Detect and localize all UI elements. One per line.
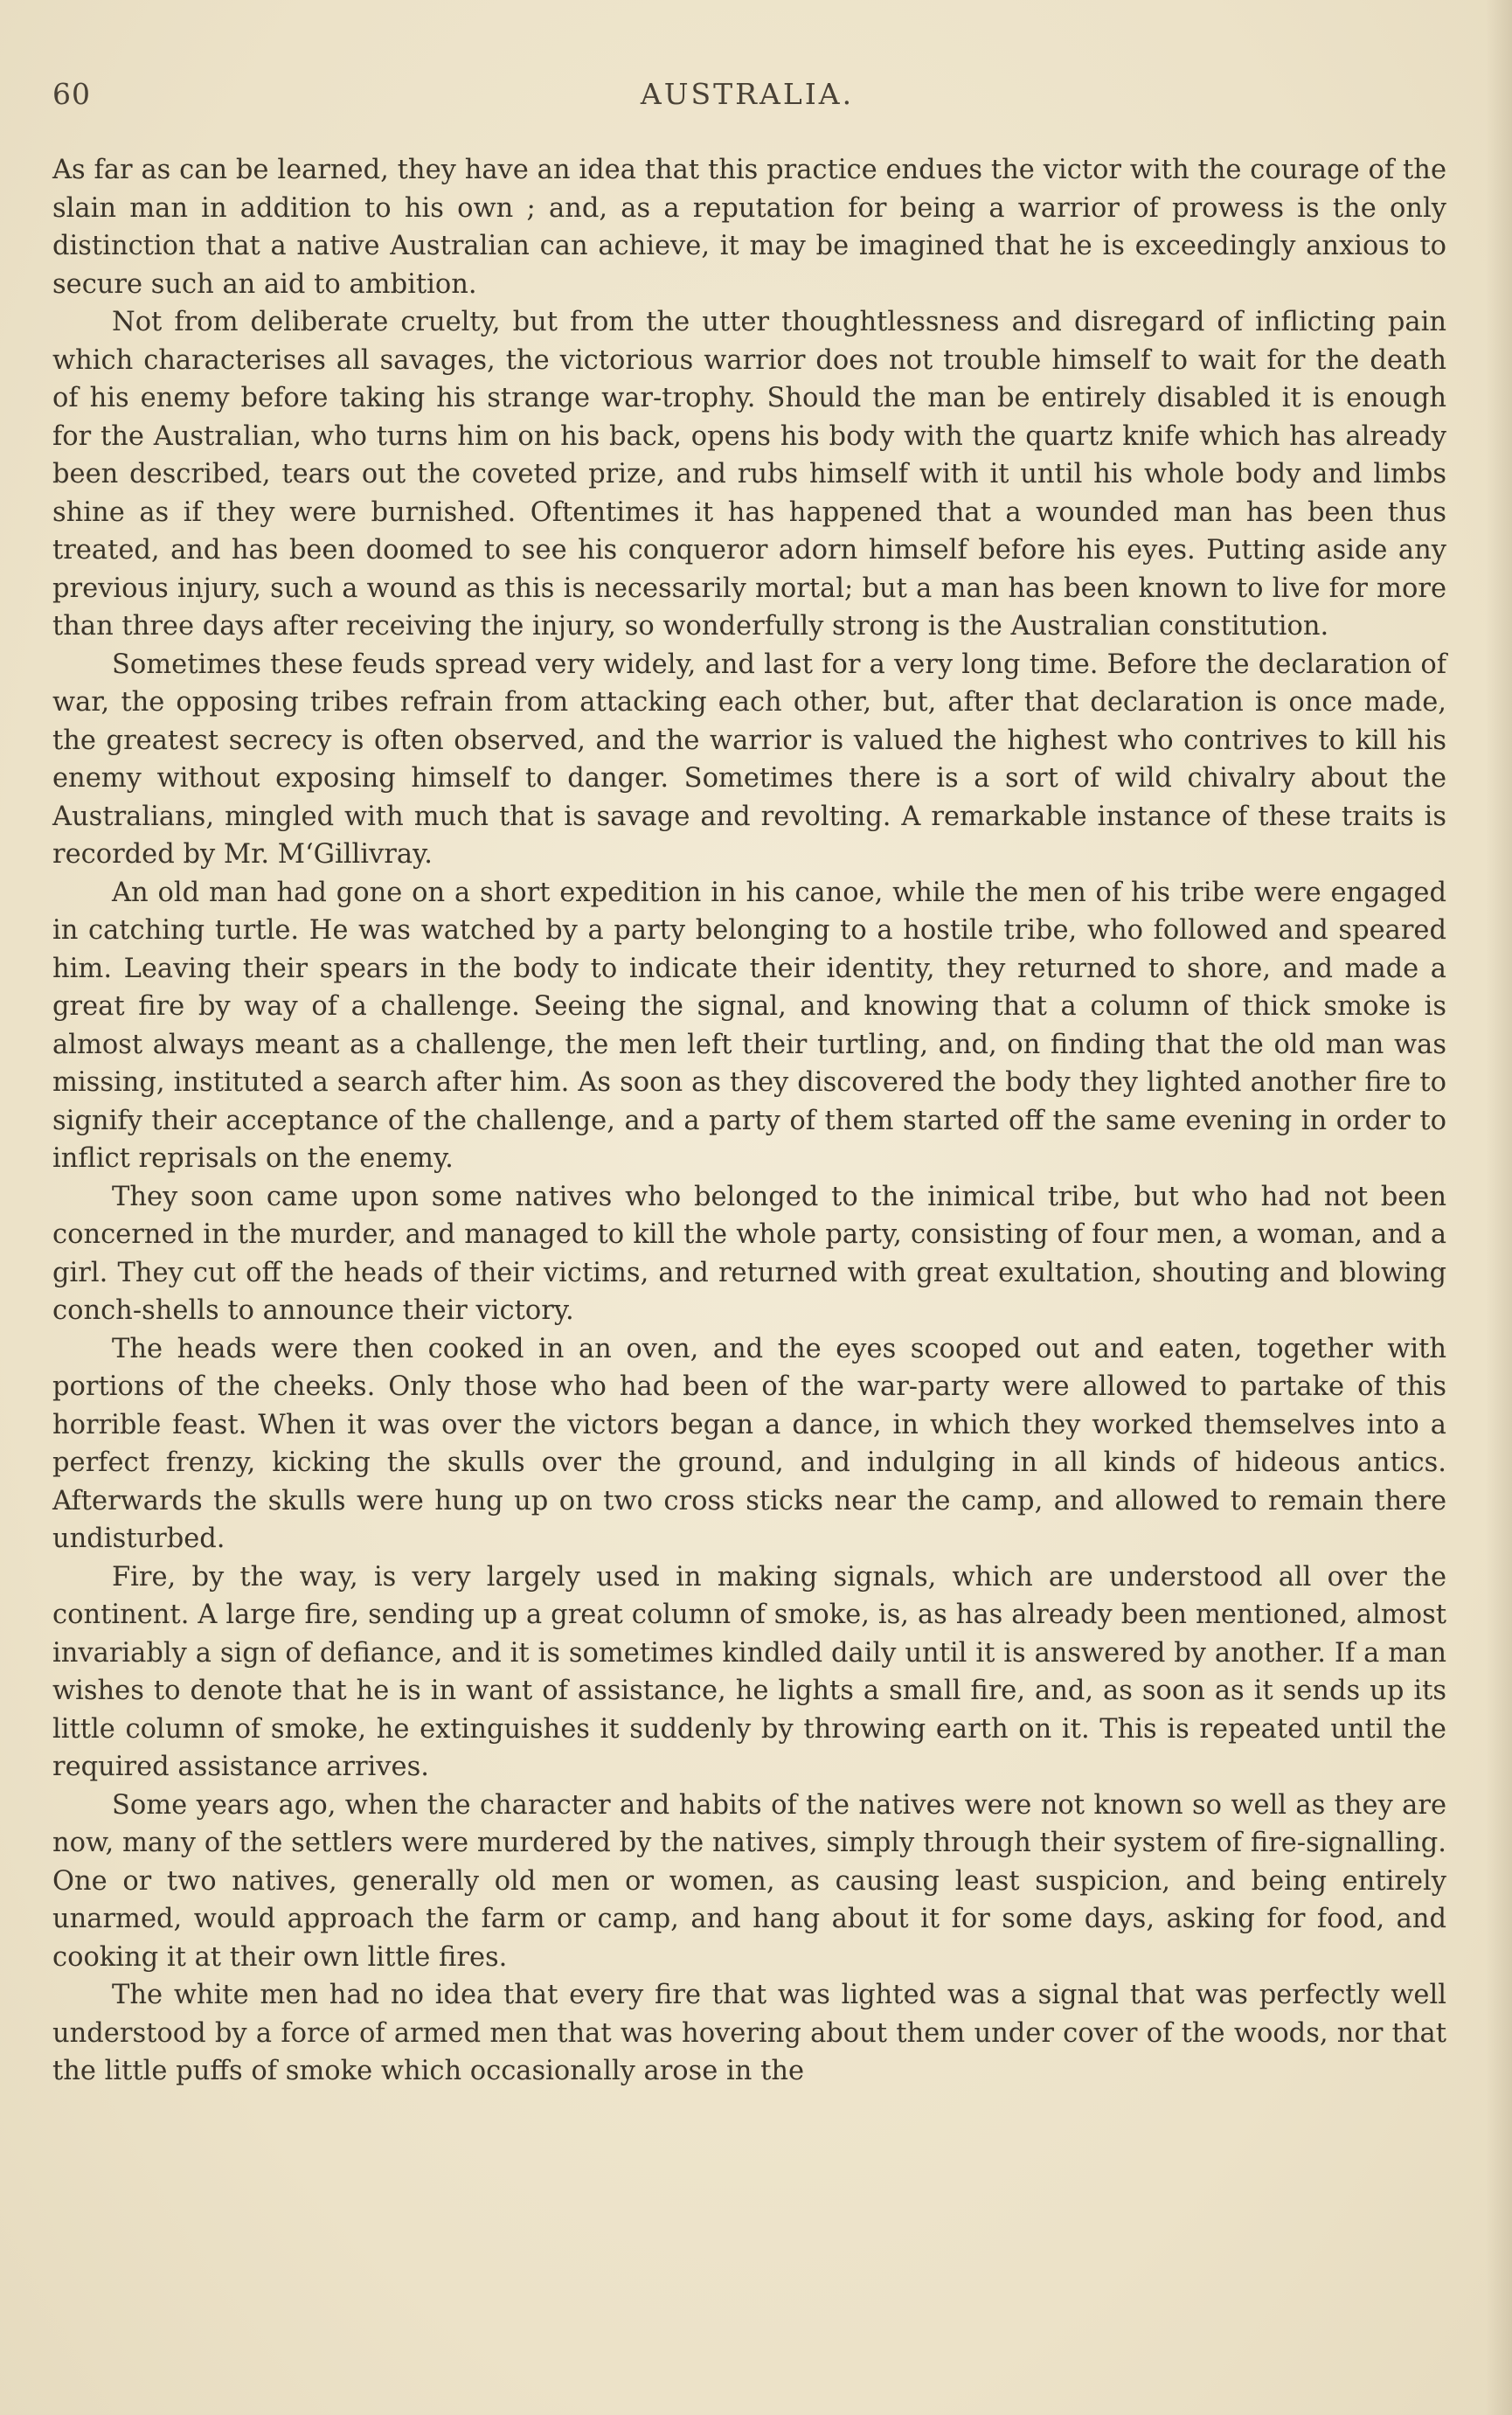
running-head: [52, 77, 1442, 121]
paragraph-7: Fire, by the way, is very largely used in making signals, which are understood all over the continent. A large fire, sending up a great column of smoke, is, as has already been mentioned, almost invariably a sign of defiance, and it is sometimes kindled daily until it is answered by another. If a man wishes to denote that he is in want of assistance, he lights a small fire, and, as soon as it sends up its little column of smoke, he extinguishes it suddenly by throwing earth on it. This is repeated until the required assistance arrives.: [52, 1561, 1446, 1782]
paragraph-6: The heads were then cooked in an oven, and the eyes scooped out and eaten, together with portions of the cheeks. Only those who had been of the war-party were allowed to partake of this horrible feast. When it was over the victors began a dance, in which they worked themselves into a perfect frenzy, kicking the skulls over the ground, and indulging in all kinds of hideous antics. Afterwards the skulls were hung up on two cross sticks near the camp, and allowed to remain there undisturbed.: [52, 1333, 1446, 1554]
body-text: [52, 151, 1446, 2091]
running-title: AUSTRALIA.: [640, 77, 855, 111]
paragraph-2: Not from deliberate cruelty, but from the utter thoughtlessness and disregard of inflicting pain which characterises all savages, the victorious warrior does not trouble himself to wait for the death of his enemy before taking his strange war-trophy. Should the man be entirely disabled it is enough for the Australian, who turns him on his back, opens his body with the quartz knife which has already been described, tears out the coveted prize, and rubs himself with it until his whole body and limbs shine as if they were burnished. Oftentimes it has happened that a wounded man has been thus treated, and has been doomed to see his conqueror adorn himself before his eyes. Putting aside any previous injury, such a wound as this is necessarily mortal; but a man has been known to live for more than three days after receiving the injury, so wonderfully strong is the Australian constitution.: [52, 307, 1446, 642]
paragraph-3: Sometimes these feuds spread very widely, and last for a very long time. Before the declaration of war, the opposing tribes refrain from attacking each other, but, after that declaration is once made, the greatest secrecy is often observed, and the warrior is valued the highest who contrives to kill his enemy without exposing himself to danger. Sometimes there is a sort of wild chivalry about the Australians, mingled with much that is savage and revolting. A remarkable instance of these traits is recorded by Mr. M‘Gillivray.: [52, 649, 1446, 870]
paragraph-4: An old man had gone on a short expedition in his canoe, while the men of his tribe were engaged in catching turtle. He was watched by a party belonging to a hostile tribe, who followed and speared him. Leaving their spears in the body to indicate their identity, they returned to shore, and made a great fire by way of a challenge. Seeing the signal, and knowing that a column of thick smoke is almost always meant as a challenge, the men left their turtling, and, on finding that the old man was missing, instituted a search after him. As soon as they discovered the body they lighted another fire to signify their acceptance of the challenge, and a party of them started off the same evening in order to inflict reprisals on the enemy.: [52, 877, 1446, 1174]
page-edge-shadow: [1486, 0, 1512, 2415]
paragraph-5: They soon came upon some natives who belonged to the inimical tribe, but who had not been concerned in the murder, and managed to kill the whole party, consisting of four men, a woman, and a girl. They cut off the heads of their victims, and returned with great exultation, shouting and blowing conch-shells to announce their victory.: [52, 1181, 1446, 1326]
paragraph-8: Some years ago, when the character and habits of the natives were not known so well as they are now, many of the settlers were murdered by the natives, simply through their system of fire-signalling. One or two natives, generally old men or women, as causing least suspicion, and being entirely unarmed, would approach the farm or camp, and hang about it for some days, asking for food, and cooking it at their own little fires.: [52, 1789, 1446, 1973]
page-number: 60: [52, 77, 91, 111]
paragraph-1: As far as can be learned, they have an idea that this practice endues the victor with the courage of the slain man in addition to his own ; and, as a reputation for being a warrior of prowess is the only distinction that a native Australian can achieve, it may be imagined that he is exceedingly anxious to secure such an aid to ambition.: [52, 155, 1446, 300]
paragraph-9: The white men had no idea that every fire that was lighted was a signal that was perfectly well understood by a force of armed men that was hovering about them under cover of the woods, nor that the little puffs of smoke which occasionally arose in the: [52, 1980, 1446, 2086]
